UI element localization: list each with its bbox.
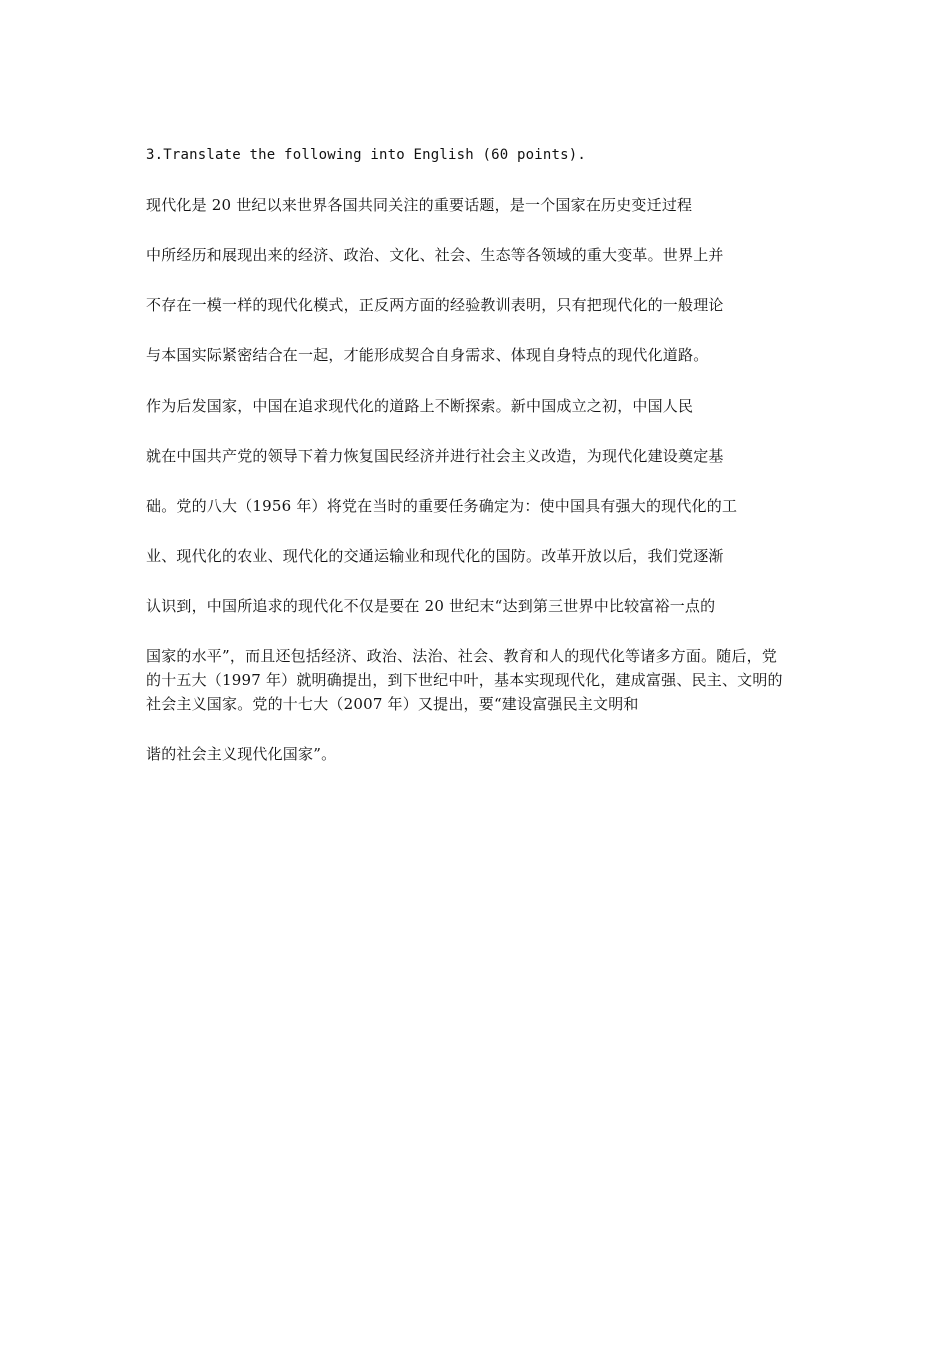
passage-line: 现代化是 20 世纪以来世界各国共同关注的重要话题，是一个国家在历史变迁过程 <box>146 196 693 214</box>
passage-line: 础。党的八大（1956 年）将党在当时的重要任务确定为：使中国具有强大的现代化的工 <box>146 497 738 515</box>
passage-line: 业、现代化的农业、现代化的交通运输业和现代化的国防。改革开放以后，我们党逐渐 <box>146 547 724 565</box>
passage-line: 作为后发国家，中国在追求现代化的道路上不断探索。新中国成立之初，中国人民 <box>146 397 694 415</box>
passage-line: 认识到，中国所追求的现代化不仅是要在 20 世纪末“达到第三世界中比较富裕一点的 <box>146 597 716 615</box>
question-heading: 3.Translate the following into English (60 points). <box>146 147 587 163</box>
passage-line: 谐的社会主义现代化国家”。 <box>146 745 337 763</box>
passage-line: 的十五大（1997 年）就明确提出，到下世纪中叶，基本实现现代化，建成富强、民主、文明的 <box>146 671 783 689</box>
passage-line: 与本国实际紧密结合在一起，才能形成契合自身需求、体现自身特点的现代化道路。 <box>146 346 709 364</box>
passage-line: 中所经历和展现出来的经济、政治、文化、社会、生态等各领域的重大变革。世界上并 <box>146 246 724 264</box>
passage-line: 国家的水平”，而且还包括经济、政治、法治、社会、教育和人的现代化等诸多方面。随后，党 <box>146 647 778 665</box>
passage-line: 不存在一模一样的现代化模式，正反两方面的经验教训表明，只有把现代化的一般理论 <box>146 296 724 314</box>
passage-line: 社会主义国家。党的十七大（2007 年）又提出，要“建设富强民主文明和 <box>146 695 639 713</box>
passage-line: 就在中国共产党的领导下着力恢复国民经济并进行社会主义改造，为现代化建设奠定基 <box>146 447 724 465</box>
